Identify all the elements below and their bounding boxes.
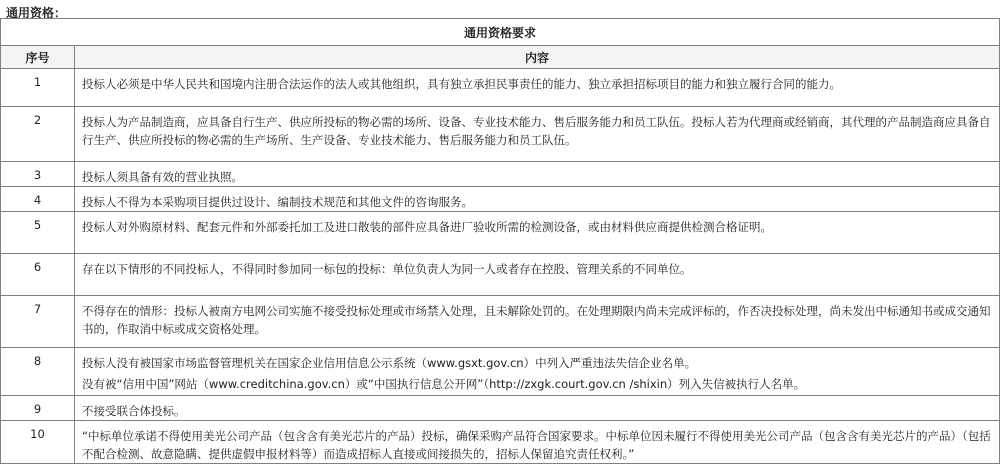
row-index: 7 <box>1 296 75 348</box>
row-index: 2 <box>1 107 75 162</box>
row-text: 投标人须具备有效的营业执照。 <box>82 170 243 184</box>
row-text: 投标人不得为本采购项目提供过设计、编制技术规范和其他文件的咨询服务。 <box>82 195 473 209</box>
column-header-content: 内容 <box>75 46 1000 69</box>
row-content <box>75 187 1000 212</box>
table-row <box>1 107 1000 162</box>
table-row <box>1 162 1000 187</box>
table-row <box>1 187 1000 212</box>
row-text: 不接受联合体投标。 <box>82 404 186 418</box>
column-header-index: 序号 <box>1 46 75 69</box>
table-row <box>1 348 1000 396</box>
row-content <box>75 69 1000 107</box>
row-content <box>75 296 1000 348</box>
row-index: 10 <box>1 421 75 464</box>
row-index: 5 <box>1 212 75 254</box>
row-content <box>75 162 1000 187</box>
row-index: 8 <box>1 348 75 396</box>
row-index: 1 <box>1 69 75 107</box>
row-text: 投标人为产品制造商，应具备自行生产、供应所投标的物必需的场所、设备、专业技术能力、售后服务能力和员工队伍。投标人若为代理商或经销商，其代理的产品制造商应具备自行生产、供应所投标的物必需的生产场所、生产设备、专业技术能力、售后服务能力和员工队伍。 <box>82 115 991 147</box>
row-content <box>75 348 1000 396</box>
table-row <box>1 212 1000 254</box>
row-content <box>75 212 1000 254</box>
row-index: 3 <box>1 162 75 187</box>
qualification-table <box>0 18 1000 464</box>
row-text: 不得存在的情形：投标人被南方电网公司实施不接受投标处理或市场禁入处理，且未解除处罚的。在处理期限内尚未完成评标的，作否决投标处理，尚未发出中标通知书或成交通知书的，作取消中标或成交资格处理。 <box>82 304 991 336</box>
row-content <box>75 254 1000 296</box>
table-row <box>1 421 1000 464</box>
row-text: 投标人没有被国家市场监督管理机关在国家企业信用信息公示系统（www.gsxt.gov.cn）中列入严重违法失信企业名单。 <box>82 356 697 370</box>
table-row <box>1 254 1000 296</box>
table-caption: 通用资格要求 <box>1 19 1000 46</box>
row-index: 9 <box>1 396 75 421</box>
table-row <box>1 396 1000 421</box>
row-text: 存在以下情形的不同投标人，不得同时参加同一标包的投标：单位负责人为同一人或者存在控股、管理关系的不同单位。 <box>82 262 692 276</box>
row-text: “中标单位承诺不得使用美光公司产品（包含含有美光芯片的产品）投标，确保采购产品符合国家要求。中标单位因未履行不得使用美光公司产品（包含含有美光芯片的产品）（包括不配合检测、故意隐瞒、提供虚假申报材料等）而造成招标人直接或间接损失的，招标人保留追究责任权利。” <box>82 429 991 461</box>
row-text: 投标人必须是中华人民共和国境内注册合法运作的法人或其他组织，具有独立承担民事责任的能力、独立承担招标项目的能力和独立履行合同的能力。 <box>82 77 841 91</box>
section-heading: 通用资格： <box>6 6 67 20</box>
table-caption-row <box>1 19 1000 46</box>
row-text: 投标人对外购原材料、配套元件和外部委托加工及进口散装的部件应具备进厂验收所需的检测设备，或由材料供应商提供检测合格证明。 <box>82 220 772 234</box>
table-row <box>1 69 1000 107</box>
row-index: 4 <box>1 187 75 212</box>
table-header-row <box>1 46 1000 69</box>
row-index: 6 <box>1 254 75 296</box>
table-row <box>1 296 1000 348</box>
row-text: 没有被“信用中国”网站（www.creditchina.gov.cn）或“中国执行信息公开网”（http://zxgk.court.gov.cn /shixin）列入失信被执行人名单。 <box>82 377 806 391</box>
row-content <box>75 107 1000 162</box>
row-content <box>75 396 1000 421</box>
row-content <box>75 421 1000 464</box>
